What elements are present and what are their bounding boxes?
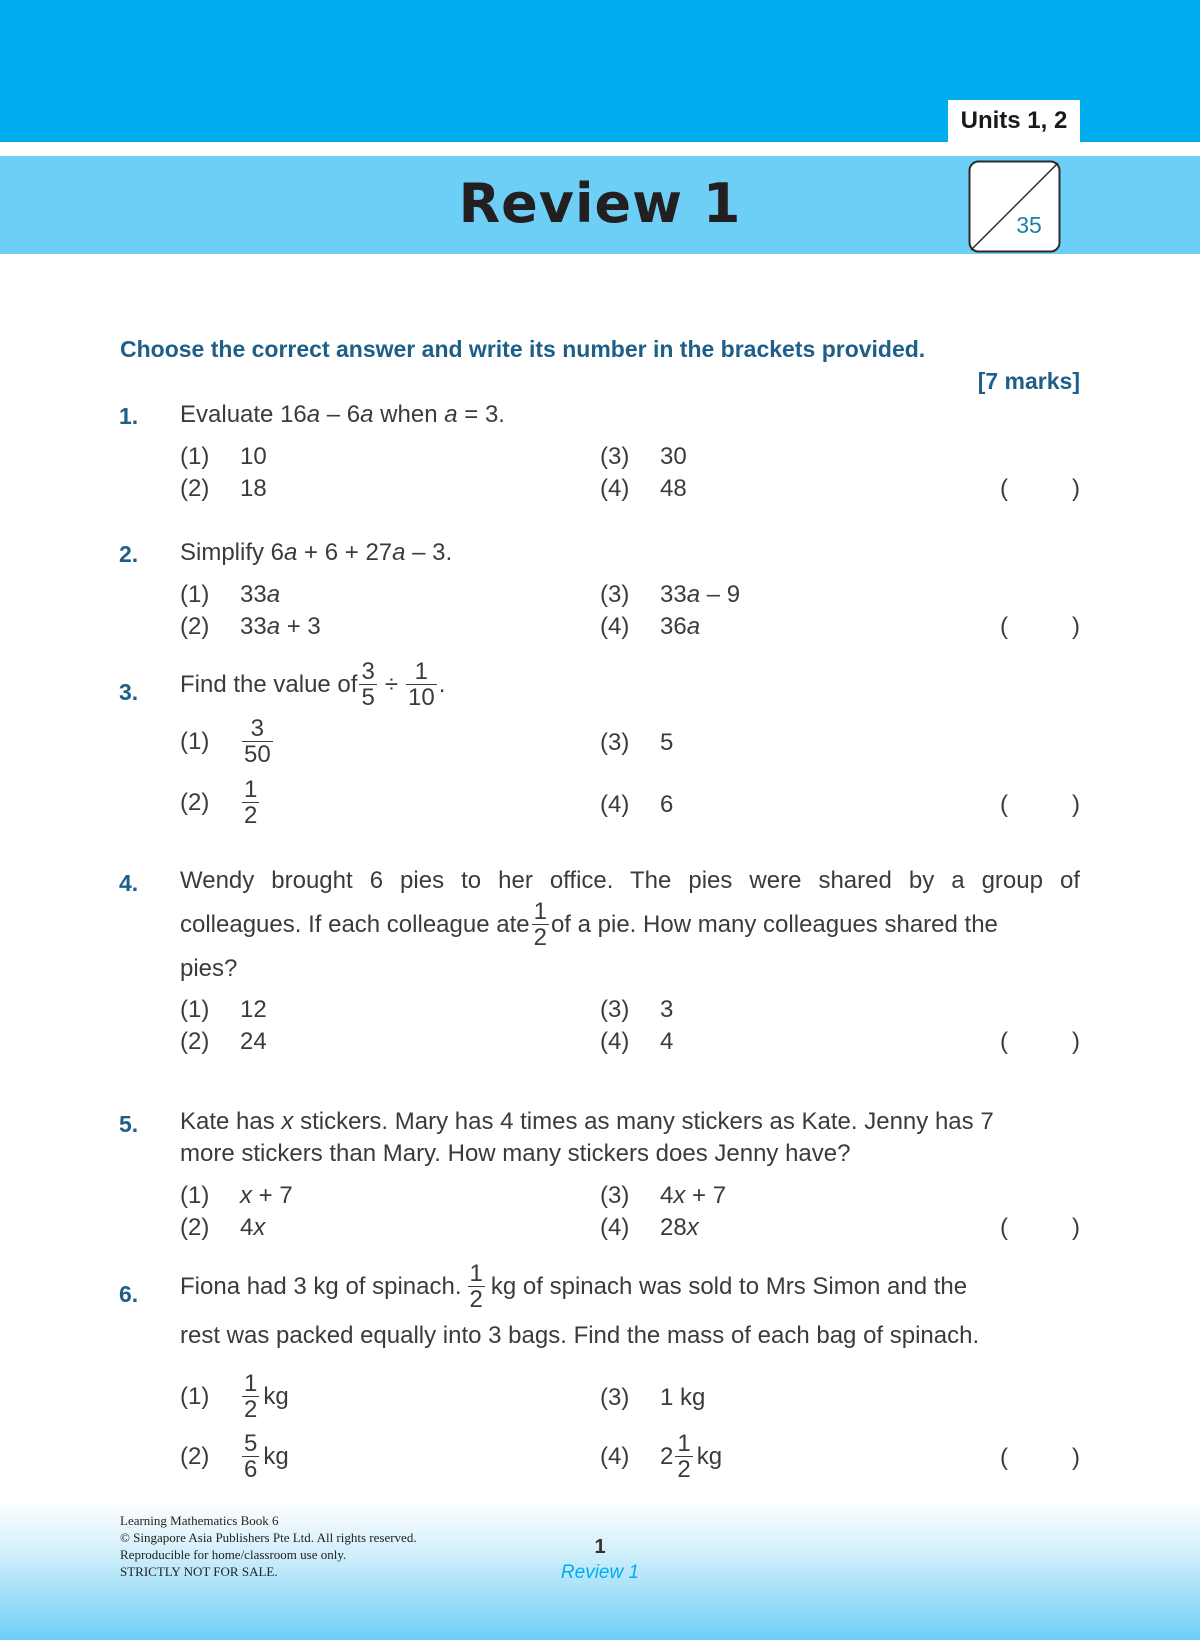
option-4[interactable]: (4) 28 x [600, 1214, 699, 1241]
question-text: Simplify 6a + 6 + 27a – 3. [180, 539, 453, 566]
option-3[interactable]: (3) 30 [600, 443, 687, 470]
question-text: more stickers than Mary. How many stickers does Jenny have? [180, 1140, 851, 1167]
answer-brackets[interactable]: ( ) [1000, 1028, 1080, 1055]
option-4[interactable]: (4) 48 [600, 475, 687, 502]
units-tag: Units 1, 2 [948, 100, 1080, 142]
answer-brackets[interactable]: ( ) [1000, 613, 1080, 640]
question-text: rest was packed equally into 3 bags. Find the mass of each bag of spinach. [180, 1322, 980, 1349]
option-3[interactable]: (3) 4 x + 7 [600, 1182, 727, 1209]
option-1[interactable]: (1) $\frac{3}{50}$ [180, 715, 271, 768]
question-text: Kate has x stickers. Mary has 4 times as many stickers as Kate. Jenny has 7 [180, 1108, 994, 1135]
option-2[interactable]: (2) $\frac{5}{6}$ kg [180, 1430, 289, 1483]
option-1[interactable]: (1) 12 [180, 996, 267, 1023]
option-2[interactable]: (2) $\frac{1}{2}$ [180, 776, 258, 829]
question-text: Find the value of $\frac{3}{5}$ ÷ $\frac{1}{10}$ . [180, 658, 446, 711]
instructions: Choose the correct answer and write its number in the brackets provided. [120, 336, 926, 362]
question-number: 2. [119, 541, 139, 567]
option-3[interactable]: (3) 5 [600, 729, 674, 756]
question-number: 4. [119, 870, 139, 896]
question-number: 6. [119, 1281, 139, 1307]
question-text: Evaluate 16a – 6a when a = 3. [180, 401, 505, 428]
question-number: 5. [119, 1111, 139, 1137]
score-box[interactable] [968, 160, 1061, 253]
option-4[interactable]: (4) 4 [600, 1028, 674, 1055]
option-4[interactable]: (4) 2 $\frac{1}{2}$ kg [600, 1430, 723, 1483]
copyright-notice: Learning Mathematics Book 6 © Singapore Asia Publishers Pte Ltd. All rights reserved. Reproducible for home/classroom use only. STRICTLY NOT FOR SALE. [120, 1513, 417, 1579]
question-number: 3. [119, 679, 139, 705]
fraction: $\frac{3}{5}$ [361, 658, 375, 711]
option-1[interactable]: (1) $\frac{1}{2}$ kg [180, 1370, 289, 1423]
option-2[interactable]: (2) 24 [180, 1028, 267, 1055]
score-total: 35 [1016, 212, 1042, 238]
option-2[interactable]: (2) 18 [180, 475, 267, 502]
option-4[interactable]: (4) 36 a [600, 613, 701, 640]
question-number: 1. [119, 403, 139, 429]
fraction: $\frac{1}{10}$ [407, 658, 435, 711]
option-1[interactable]: (1) x + 7 [180, 1182, 293, 1209]
answer-brackets[interactable]: ( ) [1000, 1214, 1080, 1241]
option-2[interactable]: (2) 4 x [180, 1214, 266, 1241]
option-2[interactable]: (2) 33 a + 3 [180, 613, 321, 640]
option-1[interactable]: (1) 33 a [180, 581, 281, 608]
page-label: Review 1 [560, 1562, 640, 1583]
option-3[interactable]: (3) 3 [600, 996, 674, 1023]
marks-total: [7 marks] [977, 368, 1080, 394]
page-title: Review 1 [458, 172, 742, 235]
option-1[interactable]: (1) 10 [180, 443, 267, 470]
answer-brackets[interactable]: ( ) [1000, 791, 1080, 818]
question-text: Wendy brought 6 pies to her office. The pies were shared by a group of [180, 867, 1080, 894]
option-3[interactable]: (3) 33 a – 9 [600, 581, 741, 608]
option-3[interactable]: (3) 1 kg [600, 1384, 706, 1411]
answer-brackets[interactable]: ( ) [1000, 475, 1080, 502]
question-text: pies? [180, 955, 238, 982]
question-text: Fiona had 3 kg of spinach. $\frac{1}{2}$ kg of spinach was sold to Mrs Simon and the [180, 1260, 968, 1313]
answer-brackets[interactable]: ( ) [1000, 1444, 1080, 1471]
question-text: colleagues. If each colleague ate $\frac{1}{2}$ of a pie. How many colleagues shared the [180, 898, 998, 951]
option-4[interactable]: (4) 6 [600, 791, 674, 818]
page-number: 1 [594, 1536, 606, 1558]
